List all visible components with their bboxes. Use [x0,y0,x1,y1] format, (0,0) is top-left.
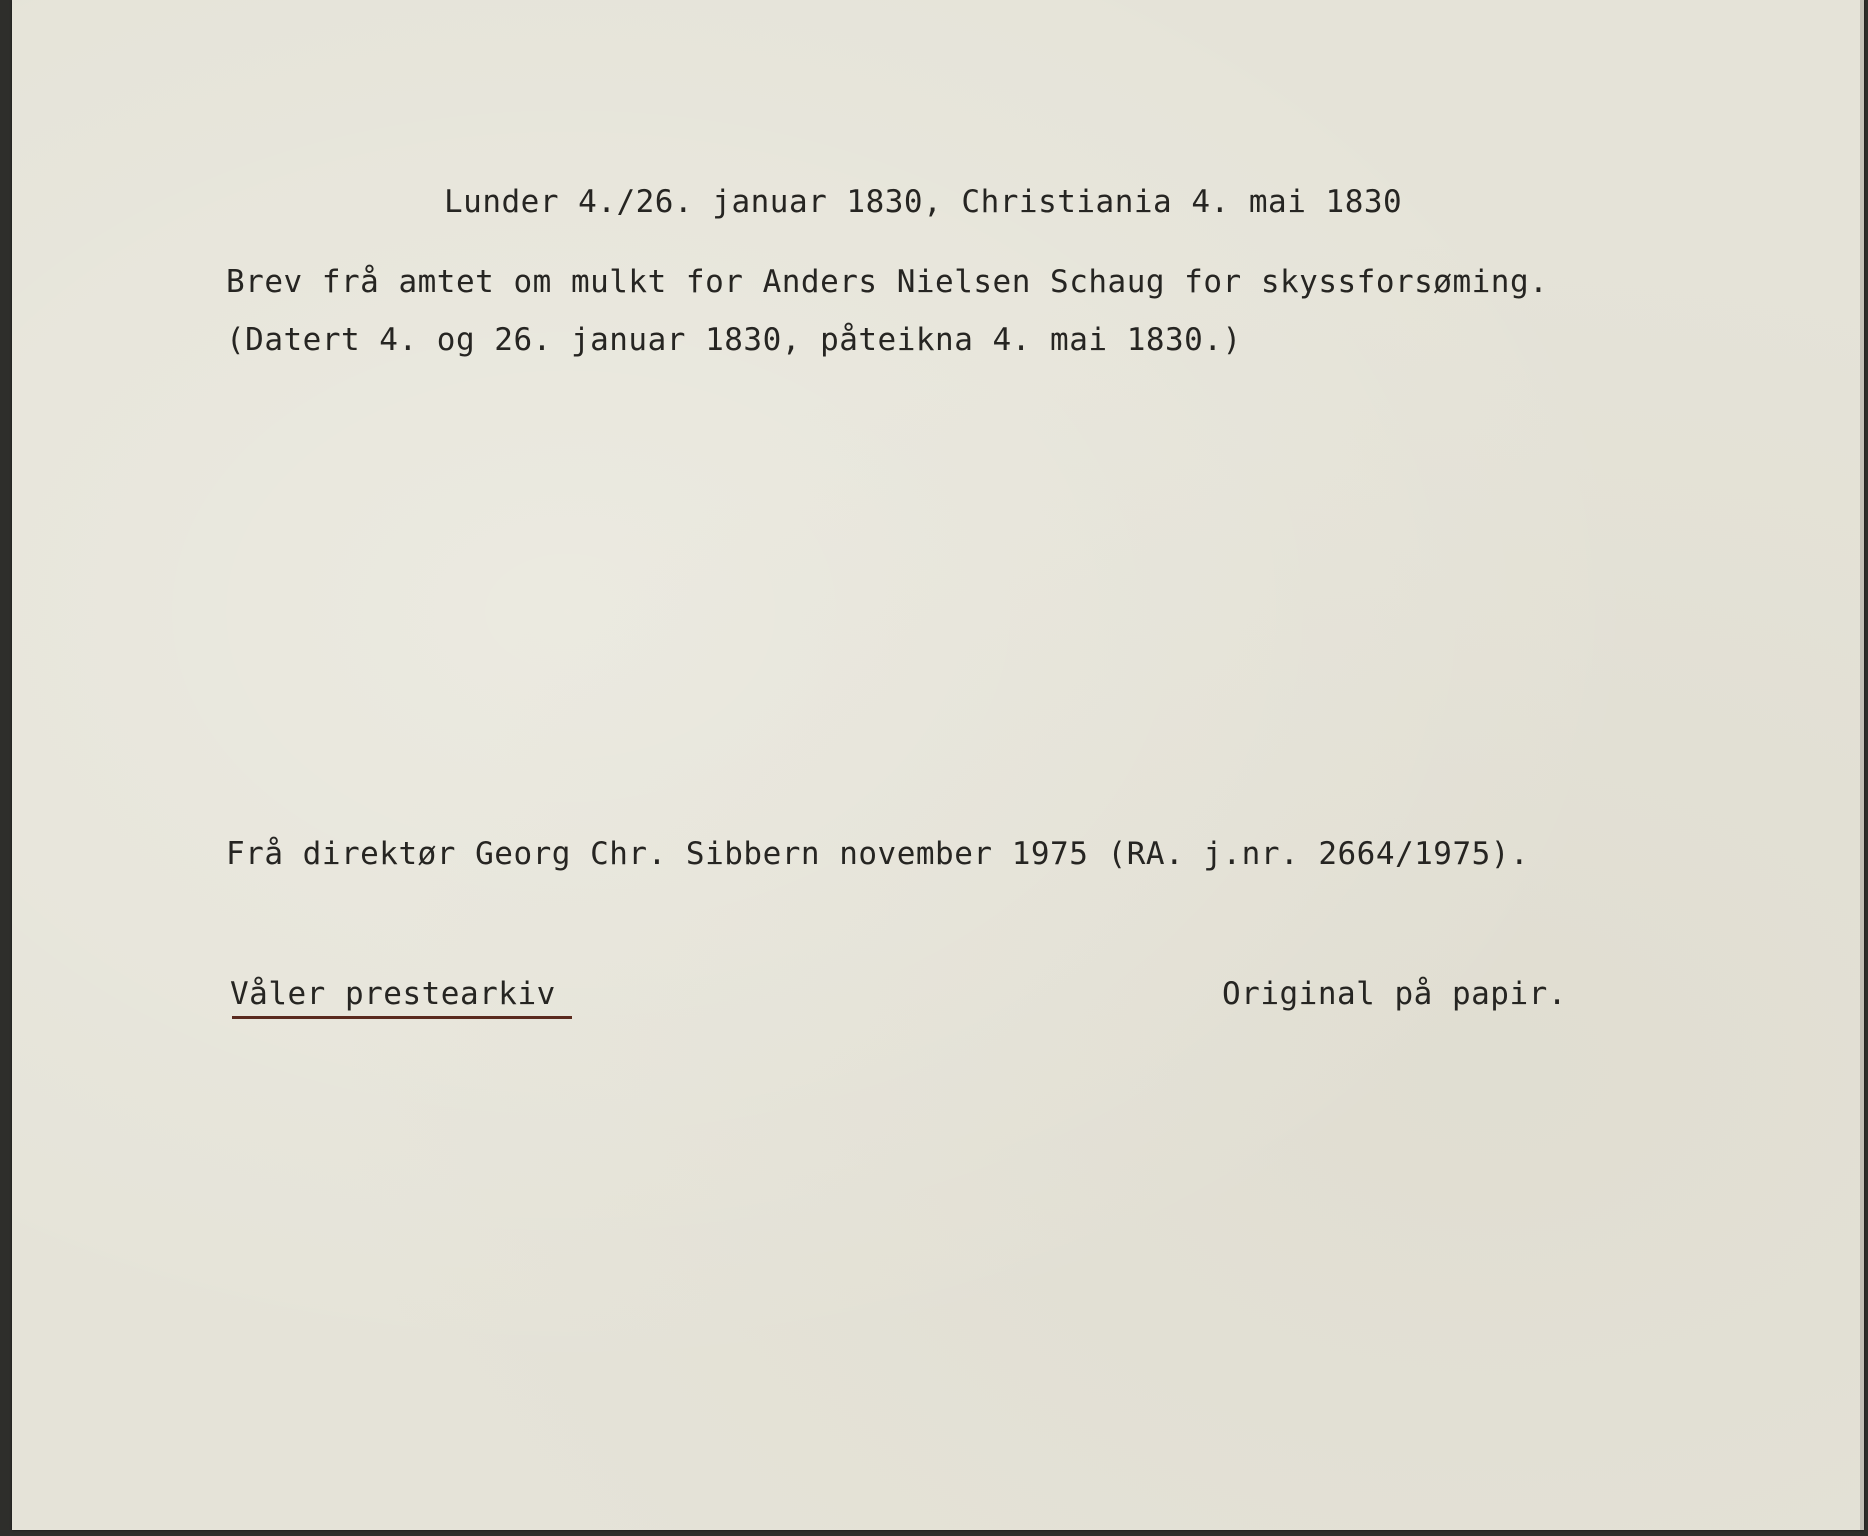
card-heading: Lunder 4./26. januar 1830, Christiania 4. mai 1830 [444,184,1403,220]
medium-note: Original på papir. [1222,976,1567,1012]
archive-card [12,0,1864,1530]
provenance-line: Frå direktør Georg Chr. Sibbern november 1975 (RA. j.nr. 2664/1975). [226,836,1530,872]
scan-edge-shadow [1860,0,1864,1530]
archive-underline [232,1016,572,1019]
archive-name: Våler prestearkiv [230,976,556,1012]
description-line-2: (Datert 4. og 26. januar 1830, påteikna 4. mai 1830.) [226,322,1242,358]
description-line-1: Brev frå amtet om mulkt for Anders Nielsen Schaug for skyssforsøming. [226,264,1549,300]
